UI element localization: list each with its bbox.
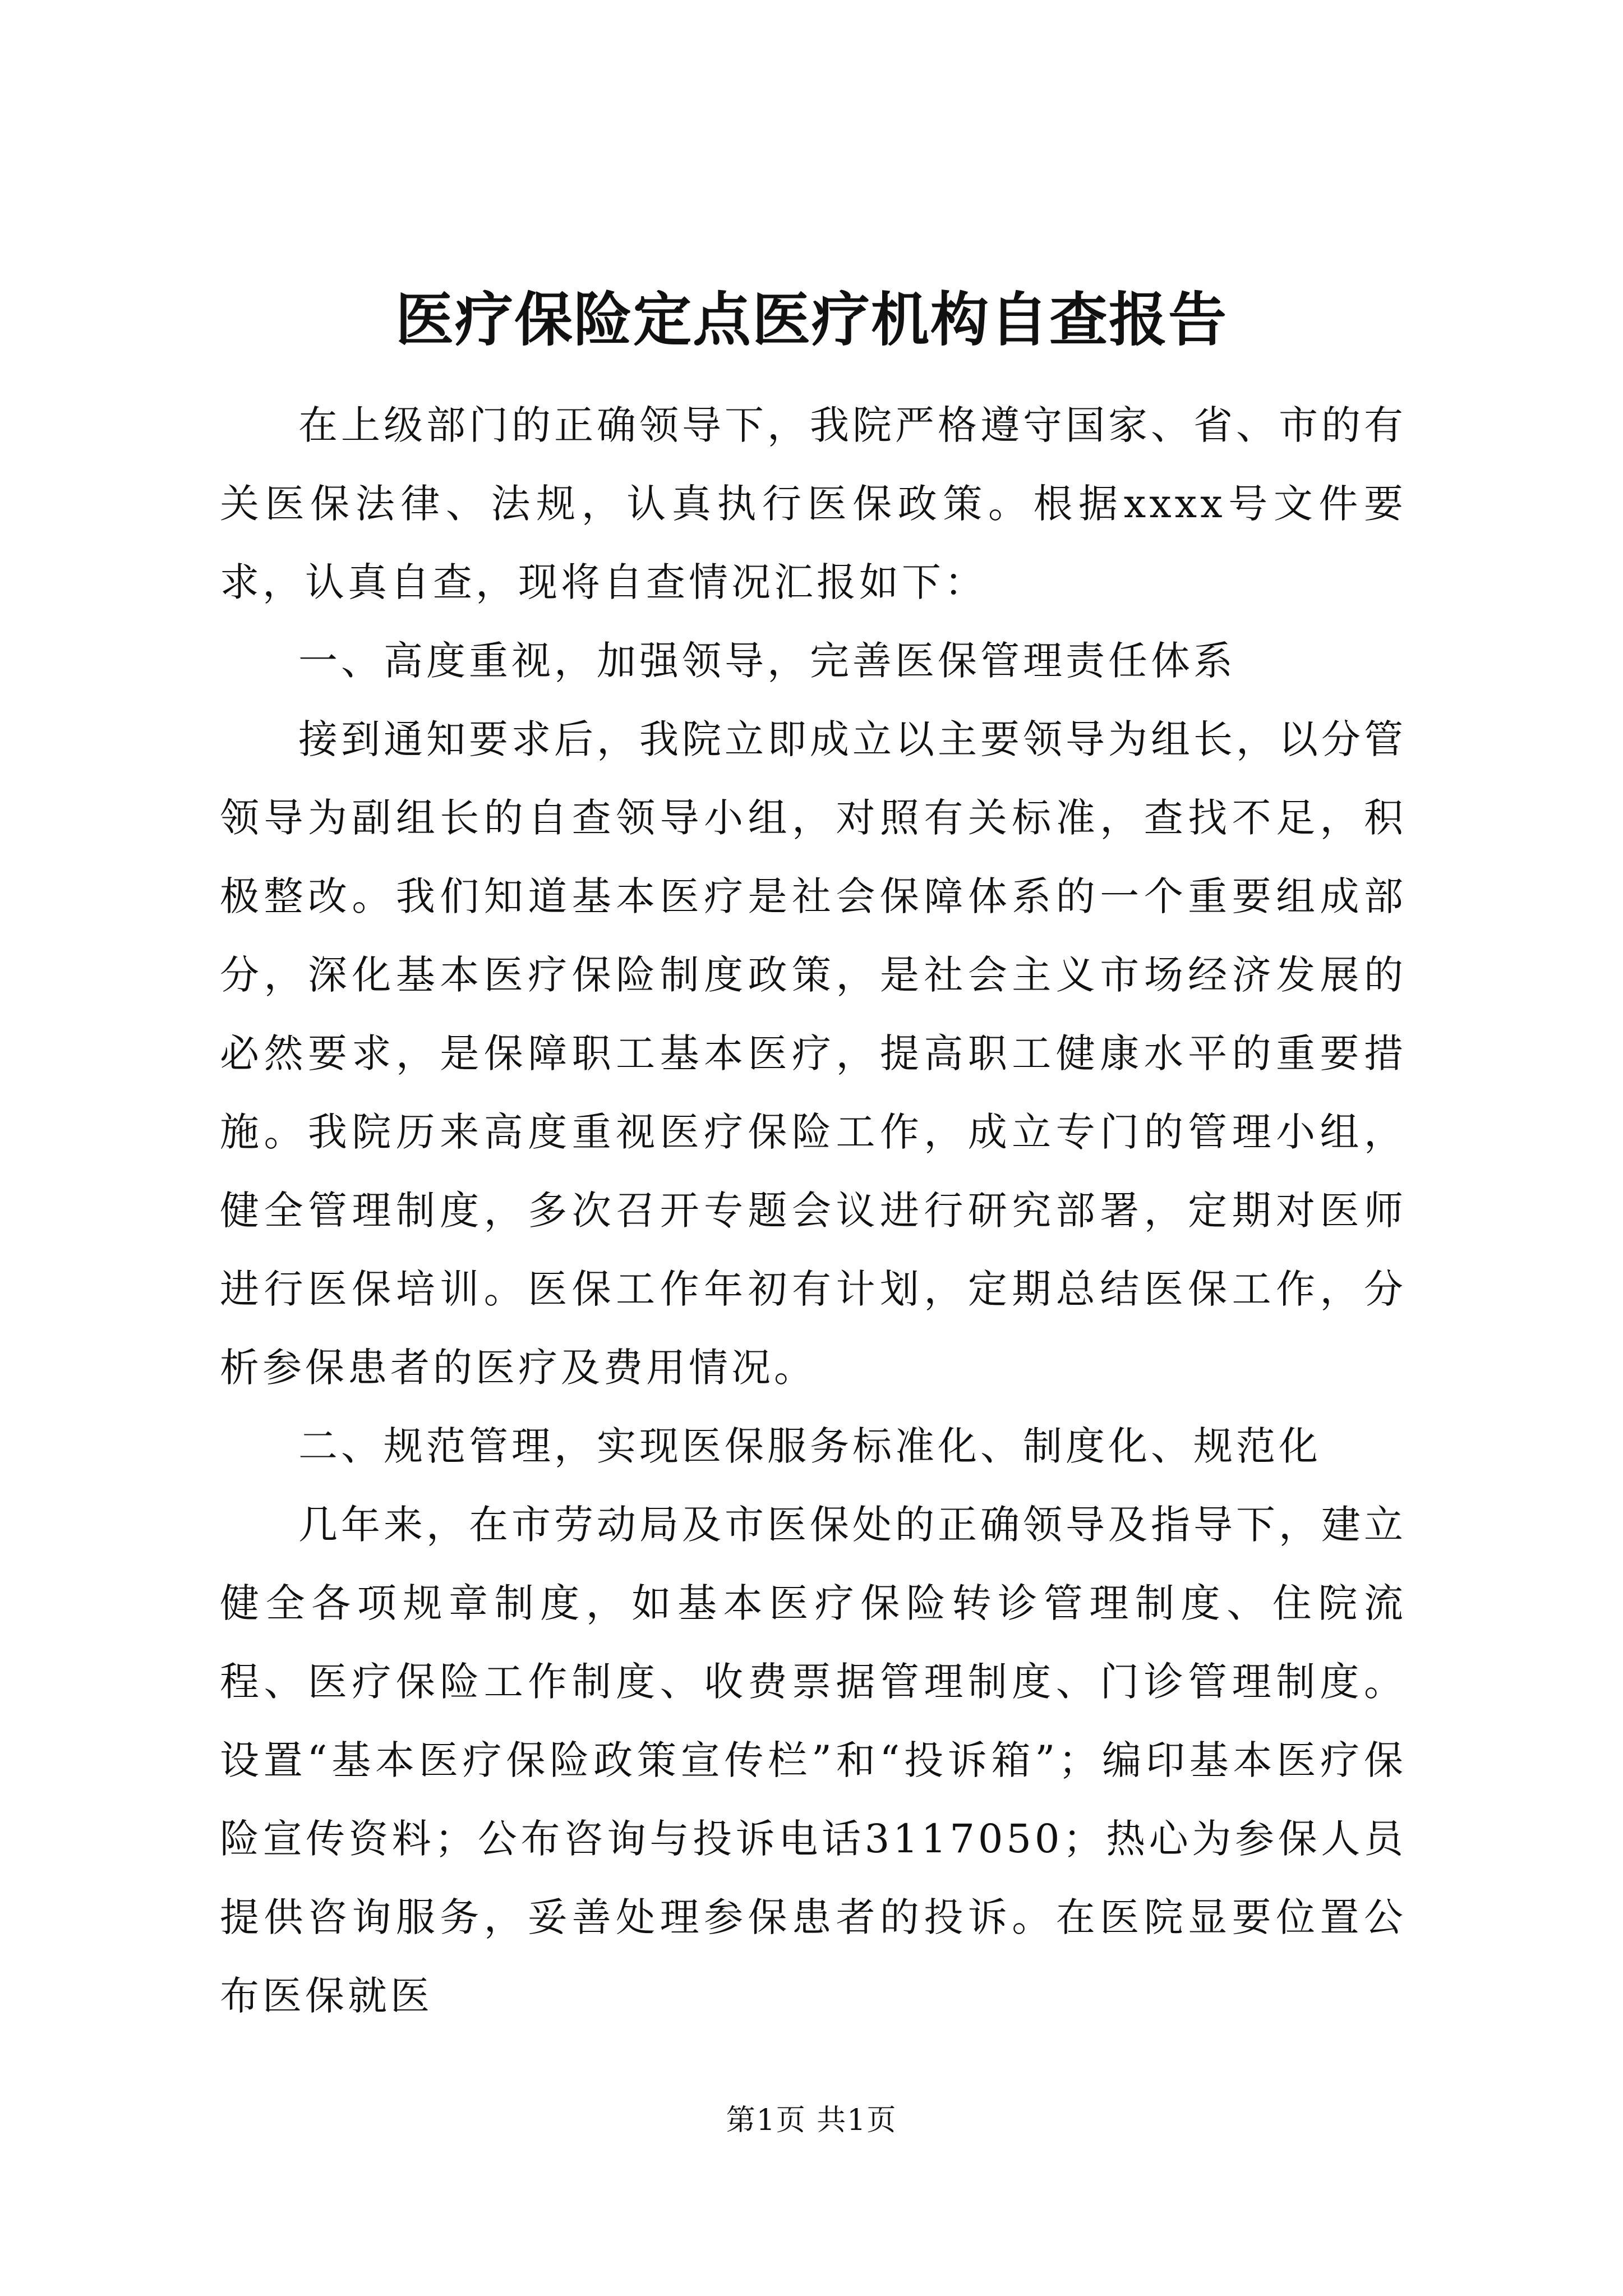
- intro-paragraph: 在上级部门的正确领导下，我院严格遵守国家、省、市的有关医保法律、法规，认真执行医保政策。根据xxxx号文件要求，认真自查，现将自查情况汇报如下：: [220, 402, 1407, 605]
- document-title: 医疗保险定点医疗机构自查报告: [395, 285, 1228, 354]
- section-heading-2: 二、规范管理，实现医保服务标准化、制度化、规范化: [298, 1423, 1321, 1469]
- section-1-paragraph: 接到通知要求后，我院立即成立以主要领导为组长，以分管领导为副组长的自查领导小组，对照有关标准，查找不足，积极整改。我们知道基本医疗是社会保障体系的一个重要组成部分，深化基本医疗保险制度政策，是社会主义市场经济发展的必然要求，是保障职工基本医疗，提高职工健康水平的重要措施。我院历来高度重视医疗保险工作，成立专门的管理小组，健全管理制度，多次召开专题会议进行研究部署，定期对医师进行医保培训。医保工作年初有计划，定期总结医保工作，分析参保患者的医疗及费用情况。: [220, 716, 1407, 1391]
- page-footer: 第1页 共1页: [726, 2104, 897, 2137]
- section-heading-1: 一、高度重视，加强领导，完善医保管理责任体系: [298, 638, 1236, 684]
- document-body: [220, 386, 1407, 2035]
- section-2-paragraph: 几年来，在市劳动局及市医保处的正确领导及指导下，建立健全各项规章制度，如基本医疗保险转诊管理制度、住院流程、医疗保险工作制度、收费票据管理制度、门诊管理制度。设置“基本医疗保险政策宣传栏”和“投诉箱”；编印基本医疗保险宣传资料；公布咨询与投诉电话3117050；热心为参保人员提供咨询服务，妥善处理参保患者的投诉。在医院显要位置公布医保就医: [220, 1502, 1407, 2019]
